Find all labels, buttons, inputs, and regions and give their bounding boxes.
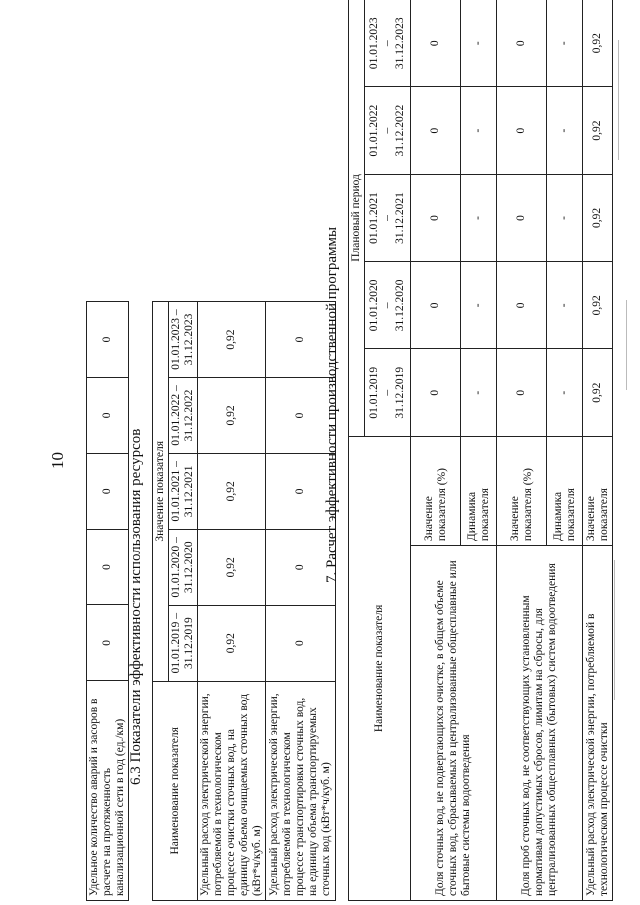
efficiency-table — [152, 301, 336, 901]
indicator-label: Значение показателя (%) — [411, 436, 461, 545]
table-header-row — [349, 0, 365, 901]
period-header: 01.01.2020 – 31.12.2020 — [365, 262, 411, 349]
value-cell: - — [547, 262, 583, 349]
scan-artifact — [618, 40, 619, 160]
row-label: Удельный расход электрической энергии, потребляемой в технологическом процессе транспортировки сточных вод, на единицу объема транспортируемых сточных вод (кВт*ч/куб. м) — [266, 681, 336, 900]
value-cell: 0 — [497, 349, 547, 436]
value-cell: 0 — [411, 349, 461, 436]
table-header-row — [153, 302, 169, 901]
value-cell: 0 — [266, 302, 336, 378]
page-number: 10 — [48, 452, 67, 469]
row-label: Удельный расход электрической энергии, потребляемой в технологическом процессе очистки — [583, 546, 613, 901]
value-cell: 0,92 — [198, 302, 266, 378]
value-cell: - — [547, 349, 583, 436]
column-header-name: Наименование показателя — [153, 681, 198, 900]
row-label: Доля проб сточных вод, не соответствующих установленным нормативам допустимых сбросов, лимитам на сбросы, для централизованных общесплавных (бытовых) систем водоотведения — [497, 546, 583, 901]
value-cell: 0 — [411, 262, 461, 349]
value-cell: - — [461, 349, 497, 436]
column-header-name: Наименование показателя — [349, 436, 411, 900]
period-header: 01.01.2023 – 31.12.2023 — [169, 302, 198, 378]
value-cell: 0 — [497, 174, 547, 261]
period-header: 01.01.2020 – 31.12.2020 — [169, 529, 198, 605]
value-cell: - — [547, 87, 583, 174]
value-cell: - — [461, 0, 497, 87]
value-cell: 0 — [87, 605, 129, 681]
period-header: 01.01.2019 – 31.12.2019 — [169, 605, 198, 681]
value-cell: 0 — [266, 377, 336, 453]
section-7-heading: 7. Расчет эффективности производственной программы — [324, 226, 340, 583]
value-cell: 0,92 — [198, 529, 266, 605]
value-cell: 0,92 — [583, 0, 613, 87]
row-label: Удельное количество аварий и засоров в расчете на протяженность канализационной сети в год (ед./км) — [87, 681, 129, 901]
row-label: Доля сточных вод, не подвергающихся очистке, в общем объеме сточных вод, сбрасываемых в централизованные общесплавные или бытовые системы водоотведения — [411, 546, 497, 901]
value-cell: 0 — [411, 0, 461, 87]
value-cell: - — [461, 262, 497, 349]
value-cell: 0 — [266, 529, 336, 605]
value-cell: 0,92 — [583, 349, 613, 436]
top-table — [86, 301, 129, 901]
value-cell: - — [461, 174, 497, 261]
indicator-label: Динамика показателя — [547, 436, 583, 545]
table-row — [198, 302, 266, 901]
value-cell: 0 — [87, 302, 129, 378]
value-cell: 0 — [87, 529, 129, 605]
period-header: 01.01.2022 – 31.12.2022 — [365, 87, 411, 174]
indicator-label: Значение показателя (%) — [497, 436, 547, 545]
value-cell: 0 — [87, 453, 129, 529]
value-cell: 0,92 — [198, 377, 266, 453]
period-header: 01.01.2023 – 31.12.2023 — [365, 0, 411, 87]
table-row — [583, 0, 613, 901]
table-row — [497, 0, 547, 901]
program-efficiency-table — [348, 0, 613, 901]
table-row — [411, 0, 461, 901]
value-cell: 0 — [497, 262, 547, 349]
period-header: 01.01.2019 – 31.12.2019 — [365, 349, 411, 436]
column-header-group: Значение показателя — [153, 302, 169, 682]
section-6-3-heading: 6.3 Показатели эффективности использования ресурсов — [128, 428, 144, 785]
value-cell: 0,92 — [198, 605, 266, 681]
scan-artifact — [626, 300, 627, 390]
column-header-group: Плановый период — [349, 0, 365, 436]
value-cell: 0 — [411, 87, 461, 174]
period-header: 01.01.2022 – 31.12.2022 — [169, 377, 198, 453]
value-cell: 0 — [411, 174, 461, 261]
value-cell: 0 — [266, 605, 336, 681]
indicator-label: Динамика показателя — [461, 436, 497, 545]
value-cell: 0,92 — [583, 174, 613, 261]
period-header: 01.01.2021 – 31.12.2021 — [169, 453, 198, 529]
indicator-label: Значение показателя — [583, 436, 613, 545]
value-cell: - — [547, 174, 583, 261]
value-cell: 0,92 — [198, 453, 266, 529]
period-header: 01.01.2021 – 31.12.2021 — [365, 174, 411, 261]
table-row — [87, 302, 129, 901]
value-cell: 0 — [497, 0, 547, 87]
value-cell: 0 — [266, 453, 336, 529]
value-cell: 0,92 — [583, 262, 613, 349]
scan-artifact — [614, 560, 615, 700]
value-cell: - — [461, 87, 497, 174]
value-cell: 0 — [497, 87, 547, 174]
value-cell: - — [547, 0, 583, 87]
value-cell: 0 — [87, 377, 129, 453]
value-cell: 0,92 — [583, 87, 613, 174]
row-label: Удельный расход электрической энергии, потребляемой в технологическом процессе очистки сточных вод, на единицу объема очищаемых сточных вод (кВт*ч/куб. м) — [198, 681, 266, 900]
